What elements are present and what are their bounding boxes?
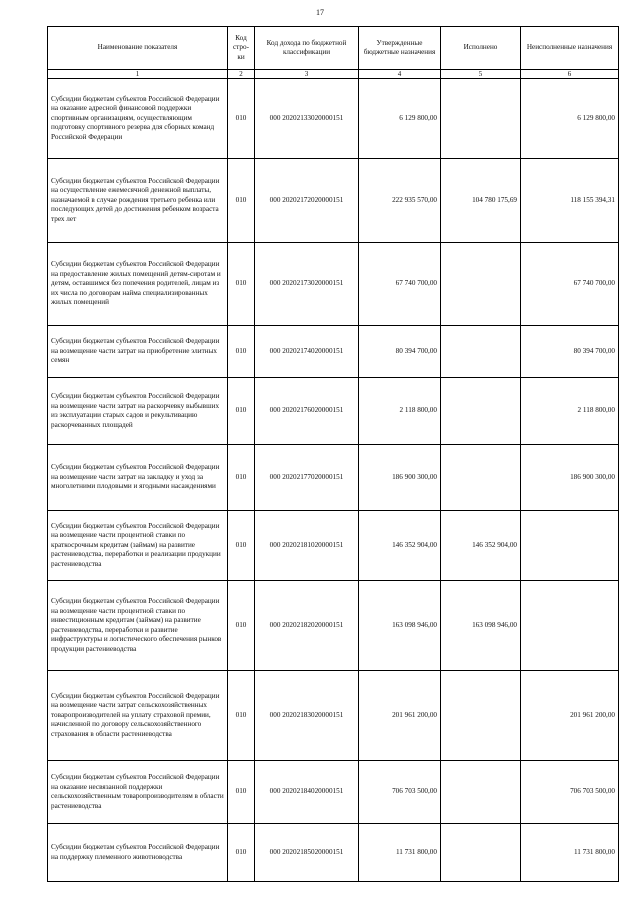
row-unexecuted: 11 731 800,00 — [521, 824, 619, 882]
row-indicator-name: Субсидии бюджетам субъектов Российской Федерации на возмещение части затрат на раскорчевку выбывших из эксплуатации старых садов и рекультивацию раскорчеванных площадей — [48, 378, 228, 445]
header-indicator-name: Наименование показателя — [48, 27, 228, 70]
row-unexecuted — [521, 581, 619, 671]
row-executed — [441, 326, 521, 378]
row-indicator-name: Субсидии бюджетам субъектов Российской Федерации на оказание несвязанной поддержки сельскохозяйственным товаропроизводителям в области растениеводства — [48, 761, 228, 824]
row-indicator-name: Субсидии бюджетам субъектов Российской Федерации на возмещение части процентной ставки по краткосрочным кредитам (займам) на развитие растениеводства, переработки и реализации продукции растениеводства — [48, 511, 228, 581]
table-row — [48, 243, 619, 326]
row-executed — [441, 243, 521, 326]
table-row — [48, 326, 619, 378]
row-income-code: 000 20202185020000151 — [255, 824, 359, 882]
row-executed — [441, 378, 521, 445]
budget-execution-table — [47, 26, 619, 882]
column-number: 6 — [521, 70, 619, 79]
row-income-code: 000 20202174020000151 — [255, 326, 359, 378]
row-income-code: 000 20202182020000151 — [255, 581, 359, 671]
row-approved: 67 740 700,00 — [359, 243, 441, 326]
row-line-code: 010 — [228, 79, 255, 159]
table-row — [48, 445, 619, 511]
row-line-code: 010 — [228, 671, 255, 761]
row-unexecuted: 6 129 800,00 — [521, 79, 619, 159]
row-unexecuted: 186 900 300,00 — [521, 445, 619, 511]
column-number: 4 — [359, 70, 441, 79]
row-indicator-name: Субсидии бюджетам субъектов Российской Федерации на возмещение части затрат на закладку и уход за многолетними плодовыми и ягодными насаждениями — [48, 445, 228, 511]
row-approved: 706 703 500,00 — [359, 761, 441, 824]
column-number: 5 — [441, 70, 521, 79]
header-line-code: Код стро-ки — [228, 27, 255, 70]
row-indicator-name: Субсидии бюджетам субъектов Российской Федерации на возмещение части затрат на приобретение элитных семян — [48, 326, 228, 378]
row-unexecuted — [521, 511, 619, 581]
row-income-code: 000 20202176020000151 — [255, 378, 359, 445]
table-row — [48, 671, 619, 761]
row-approved: 11 731 800,00 — [359, 824, 441, 882]
row-line-code: 010 — [228, 824, 255, 882]
row-income-code: 000 20202177020000151 — [255, 445, 359, 511]
row-executed — [441, 445, 521, 511]
row-line-code: 010 — [228, 445, 255, 511]
header-executed: Исполнено — [441, 27, 521, 70]
row-approved: 201 961 200,00 — [359, 671, 441, 761]
header-income-code: Код дохода по бюджетной классификации — [255, 27, 359, 70]
table-row — [48, 511, 619, 581]
row-indicator-name: Субсидии бюджетам субъектов Российской Федерации на осуществление ежемесячной денежной выплаты, назначаемой в случае рождения третьего ребенка или последующих детей до достижения ребенком возраста трех лет — [48, 159, 228, 243]
row-income-code: 000 20202172020000151 — [255, 159, 359, 243]
row-indicator-name: Субсидии бюджетам субъектов Российской Федерации на возмещение части затрат сельскохозяйственных товаропроизводителей на уплату страховой премии, начисленной по договору сельскохозяйственного страхования в области растениеводства — [48, 671, 228, 761]
row-approved: 163 098 946,00 — [359, 581, 441, 671]
row-approved: 80 394 700,00 — [359, 326, 441, 378]
table-row — [48, 79, 619, 159]
row-unexecuted: 118 155 394,31 — [521, 159, 619, 243]
row-approved: 186 900 300,00 — [359, 445, 441, 511]
row-executed: 163 098 946,00 — [441, 581, 521, 671]
row-unexecuted: 201 961 200,00 — [521, 671, 619, 761]
row-income-code: 000 20202183020000151 — [255, 671, 359, 761]
row-indicator-name: Субсидии бюджетам субъектов Российской Федерации на возмещение части процентной ставки по инвестиционным кредитам (займам) на развитие растениеводства, переработки и развитие инфраструктуры и логистического обеспечения рынков продукции растениеводства — [48, 581, 228, 671]
row-approved: 6 129 800,00 — [359, 79, 441, 159]
table-row — [48, 824, 619, 882]
row-line-code: 010 — [228, 581, 255, 671]
row-executed — [441, 79, 521, 159]
row-approved: 2 118 800,00 — [359, 378, 441, 445]
row-line-code: 010 — [228, 378, 255, 445]
row-income-code: 000 20202181020000151 — [255, 511, 359, 581]
row-line-code: 010 — [228, 243, 255, 326]
table-row — [48, 761, 619, 824]
row-executed — [441, 824, 521, 882]
row-income-code: 000 20202133020000151 — [255, 79, 359, 159]
row-executed: 104 780 175,69 — [441, 159, 521, 243]
row-line-code: 010 — [228, 761, 255, 824]
row-executed — [441, 671, 521, 761]
row-executed — [441, 761, 521, 824]
row-indicator-name: Субсидии бюджетам субъектов Российской Федерации на поддержку племенного животноводства — [48, 824, 228, 882]
column-number: 2 — [228, 70, 255, 79]
row-unexecuted: 80 394 700,00 — [521, 326, 619, 378]
table-header-row — [48, 27, 619, 70]
table-row — [48, 378, 619, 445]
table-row — [48, 581, 619, 671]
column-number: 3 — [255, 70, 359, 79]
header-unexecuted: Неисполненные назначения — [521, 27, 619, 70]
table-row — [48, 159, 619, 243]
row-indicator-name: Субсидии бюджетам субъектов Российской Федерации на предоставление жилых помещений детям-сиротам и детям, оставшимся без попечения родителей, лицам из их числа по договорам найма специализированных жилых помещений — [48, 243, 228, 326]
row-income-code: 000 20202173020000151 — [255, 243, 359, 326]
row-unexecuted: 2 118 800,00 — [521, 378, 619, 445]
row-approved: 222 935 570,00 — [359, 159, 441, 243]
row-executed: 146 352 904,00 — [441, 511, 521, 581]
row-unexecuted: 67 740 700,00 — [521, 243, 619, 326]
row-line-code: 010 — [228, 326, 255, 378]
row-income-code: 000 20202184020000151 — [255, 761, 359, 824]
row-unexecuted: 706 703 500,00 — [521, 761, 619, 824]
column-numbers-row — [48, 70, 619, 79]
row-line-code: 010 — [228, 511, 255, 581]
page-number: 17 — [316, 8, 324, 17]
row-indicator-name: Субсидии бюджетам субъектов Российской Федерации на оказание адресной финансовой поддержки спортивным организациям, осуществляющим подготовку спортивного резерва для сборных команд Российской Федерации — [48, 79, 228, 159]
row-line-code: 010 — [228, 159, 255, 243]
column-number: 1 — [48, 70, 228, 79]
row-approved: 146 352 904,00 — [359, 511, 441, 581]
header-approved: Утвержденные бюджетные назначения — [359, 27, 441, 70]
